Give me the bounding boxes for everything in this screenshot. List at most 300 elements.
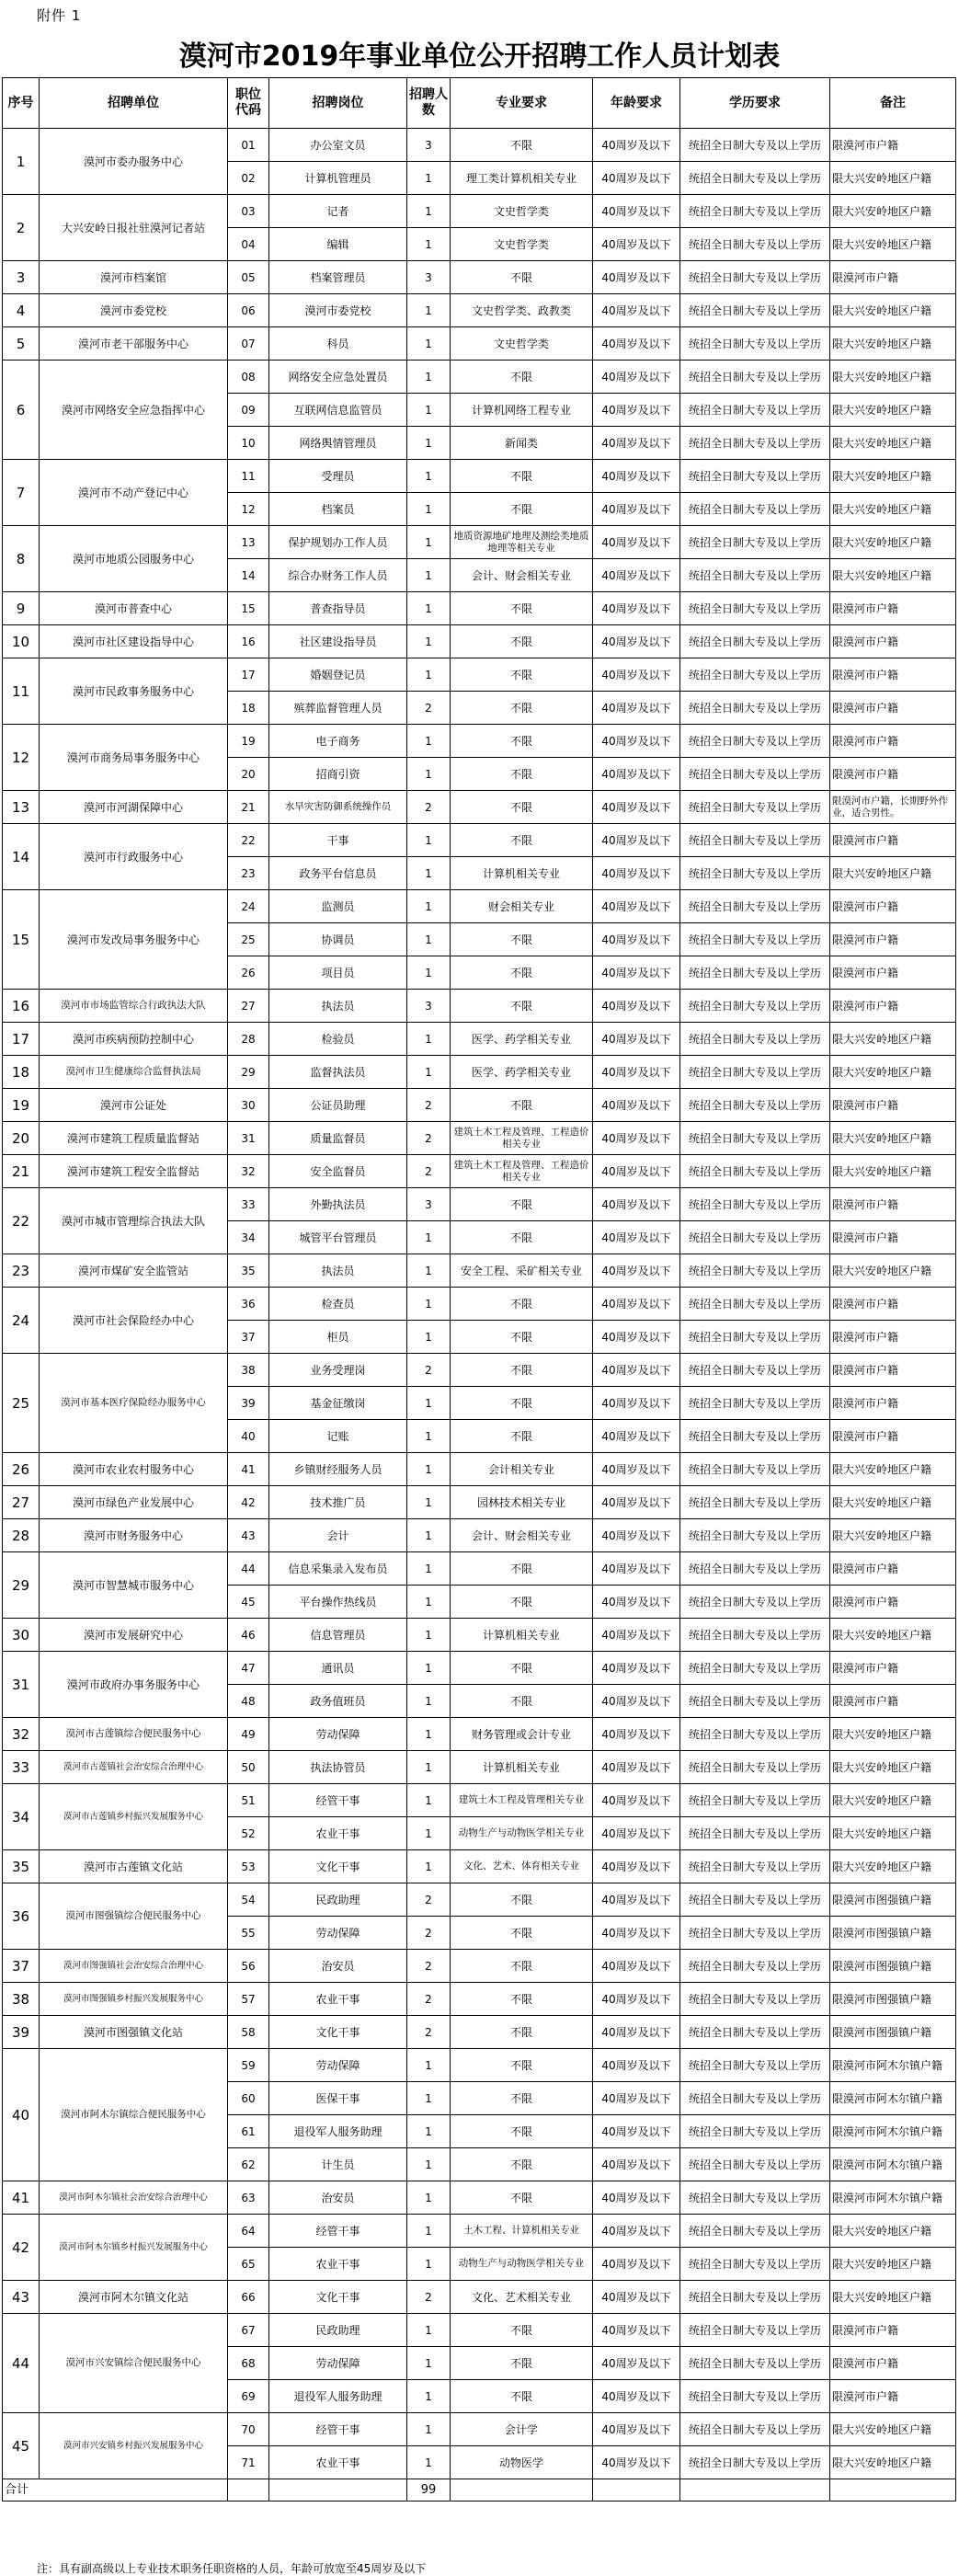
remark-cell: 限漠河市户籍 [830,1354,956,1387]
edu-cell: 统招全日制大专及以上学历 [680,2016,830,2049]
post-cell: 治安员 [269,2181,407,2215]
num-cell: 1 [407,1288,451,1321]
post-cell: 劳动保障 [269,2347,407,2380]
post-cell: 受理员 [269,460,407,493]
age-cell: 40周岁及以下 [593,294,680,327]
code-cell: 46 [228,1619,269,1652]
num-cell: 1 [407,361,451,394]
header-age: 年龄要求 [593,78,680,129]
edu-cell: 统招全日制大专及以上学历 [680,2215,830,2248]
table-row [3,1288,956,1321]
total-num: 99 [407,2479,451,2502]
post-cell: 文化干事 [269,2016,407,2049]
num-cell: 1 [407,725,451,758]
age-cell: 40周岁及以下 [593,394,680,427]
code-cell: 29 [228,1056,269,1089]
age-cell: 40周岁及以下 [593,1652,680,1685]
seq-cell: 40 [3,2049,40,2181]
num-cell: 1 [407,1221,451,1254]
edu-cell: 统招全日制大专及以上学历 [680,294,830,327]
unit-cell: 漠河市政府办事务服务中心 [40,1652,228,1718]
post-cell: 质量监督员 [269,1122,407,1155]
seq-cell: 41 [3,2181,40,2215]
edu-cell: 统招全日制大专及以上学历 [680,2049,830,2082]
num-cell: 1 [407,1718,451,1751]
remark-cell: 限漠河市户籍 [830,692,956,725]
unit-cell: 漠河市社会保险经办中心 [40,1288,228,1354]
age-cell: 40周岁及以下 [593,1023,680,1056]
remark-cell: 限漠河市户籍 [830,758,956,791]
code-cell: 37 [228,1321,269,1354]
major-cell: 不限 [451,923,593,956]
remark-cell: 限大兴安岭地区户籍 [830,361,956,394]
remark-cell: 限漠河市户籍 [830,1188,956,1221]
major-cell: 不限 [451,493,593,526]
major-cell: 不限 [451,1089,593,1122]
unit-cell: 漠河市阿木尔镇乡村振兴发展服务中心 [40,2215,228,2281]
num-cell: 3 [407,1188,451,1221]
edu-cell: 统招全日制大专及以上学历 [680,195,830,228]
num-cell: 1 [407,2380,451,2413]
edu-cell: 统招全日制大专及以上学历 [680,2115,830,2148]
major-cell: 不限 [451,1387,593,1420]
code-cell: 60 [228,2082,269,2115]
num-cell: 3 [407,261,451,294]
remark-cell: 限漠河市阿木尔镇户籍 [830,2181,956,2215]
edu-cell: 统招全日制大专及以上学历 [680,1552,830,1586]
seq-cell: 1 [3,129,40,195]
num-cell: 1 [407,758,451,791]
num-cell: 2 [407,1883,451,1917]
header-code: 职位代码 [228,78,269,129]
seq-cell: 10 [3,625,40,658]
major-cell: 建筑土木工程及管理、工程造价相关专业 [451,1155,593,1188]
remark-cell: 限漠河市户籍 [830,1089,956,1122]
num-cell: 1 [407,923,451,956]
header-post: 招聘岗位 [269,78,407,129]
post-cell: 网络安全应急处置员 [269,361,407,394]
table-row [3,1122,956,1155]
edu-cell: 统招全日制大专及以上学历 [680,1685,830,1718]
edu-cell: 统招全日制大专及以上学历 [680,923,830,956]
remark-cell: 限漠河市户籍 [830,890,956,923]
edu-cell: 统招全日制大专及以上学历 [680,327,830,361]
code-cell: 64 [228,2215,269,2248]
post-cell: 通讯员 [269,1652,407,1685]
code-cell: 34 [228,1221,269,1254]
table-row [3,1453,956,1486]
major-cell: 文史哲学类、政教类 [451,294,593,327]
post-cell: 劳动保障 [269,2049,407,2082]
post-cell: 退役军人服务助理 [269,2380,407,2413]
code-cell: 36 [228,1288,269,1321]
seq-cell: 12 [3,725,40,791]
remark-cell: 限漠河市户籍 [830,2380,956,2413]
post-cell: 协调员 [269,923,407,956]
post-cell: 档案员 [269,493,407,526]
unit-cell: 漠河市市场监管综合行政执法大队 [40,990,228,1023]
remark-cell: 限漠河市图强镇户籍 [830,1983,956,2016]
edu-cell: 统招全日制大专及以上学历 [680,559,830,592]
major-cell: 不限 [451,990,593,1023]
major-cell: 安全工程、采矿相关专业 [451,1254,593,1288]
unit-cell: 漠河市发改局事务服务中心 [40,890,228,990]
unit-cell: 漠河市不动产登记中心 [40,460,228,526]
age-cell: 40周岁及以下 [593,493,680,526]
age-cell: 40周岁及以下 [593,990,680,1023]
num-cell: 1 [407,2215,451,2248]
table-row [3,890,956,923]
code-cell: 32 [228,1155,269,1188]
num-cell: 1 [407,2082,451,2115]
edu-cell: 统招全日制大专及以上学历 [680,1917,830,1950]
code-cell: 10 [228,427,269,460]
age-cell: 40周岁及以下 [593,1486,680,1519]
edu-cell: 统招全日制大专及以上学历 [680,2347,830,2380]
post-cell: 公证员助理 [269,1089,407,1122]
num-cell: 1 [407,526,451,559]
major-cell: 不限 [451,1188,593,1221]
edu-cell: 统招全日制大专及以上学历 [680,1751,830,1784]
major-cell: 不限 [451,1883,593,1917]
num-cell: 2 [407,2281,451,2314]
unit-cell: 漠河市农业农村服务中心 [40,1453,228,1486]
num-cell: 1 [407,1056,451,1089]
post-cell: 农业干事 [269,2248,407,2281]
age-cell: 40周岁及以下 [593,261,680,294]
unit-cell: 漠河市公证处 [40,1089,228,1122]
unit-cell: 漠河市卫生健康综合监督执法局 [40,1056,228,1089]
remark-cell: 限漠河市户籍 [830,923,956,956]
major-cell: 不限 [451,361,593,394]
seq-cell: 21 [3,1155,40,1188]
post-cell: 执法协管员 [269,1751,407,1784]
edu-cell: 统招全日制大专及以上学历 [680,890,830,923]
unit-cell: 漠河市智慧城市服务中心 [40,1552,228,1619]
code-cell: 17 [228,658,269,692]
edu-cell: 统招全日制大专及以上学历 [680,1718,830,1751]
post-cell: 监督执法员 [269,1056,407,1089]
num-cell: 1 [407,1751,451,1784]
major-cell: 不限 [451,261,593,294]
post-cell: 殡葬监督管理人员 [269,692,407,725]
age-cell: 40周岁及以下 [593,1751,680,1784]
age-cell: 40周岁及以下 [593,1718,680,1751]
post-cell: 劳动保障 [269,1718,407,1751]
edu-cell: 统招全日制大专及以上学历 [680,361,830,394]
major-cell: 医学、药学相关专业 [451,1056,593,1089]
remark-cell: 限大兴安岭地区户籍 [830,427,956,460]
age-cell: 40周岁及以下 [593,1387,680,1420]
table-header-row [3,78,956,129]
remark-cell: 限大兴安岭地区户籍 [830,1751,956,1784]
post-cell: 社区建设指导员 [269,625,407,658]
edu-cell: 统招全日制大专及以上学历 [680,460,830,493]
num-cell: 1 [407,1420,451,1453]
remark-cell: 限大兴安岭地区户籍 [830,195,956,228]
table-row [3,1619,956,1652]
table-row [3,625,956,658]
remark-cell: 限漠河市户籍 [830,1586,956,1619]
age-cell: 40周岁及以下 [593,526,680,559]
code-cell: 45 [228,1586,269,1619]
edu-cell: 统招全日制大专及以上学历 [680,2082,830,2115]
table-row [3,1983,956,2016]
edu-cell: 统招全日制大专及以上学历 [680,1983,830,2016]
code-cell: 54 [228,1883,269,1917]
age-cell: 40周岁及以下 [593,2380,680,2413]
header-unit: 招聘单位 [40,78,228,129]
post-cell: 乡镇财经服务人员 [269,1453,407,1486]
edu-cell: 统招全日制大专及以上学历 [680,1155,830,1188]
seq-cell: 23 [3,1254,40,1288]
major-cell: 文化、艺术、体育相关专业 [451,1850,593,1883]
major-cell: 文史哲学类 [451,228,593,261]
edu-cell: 统招全日制大专及以上学历 [680,1519,830,1552]
post-cell: 水旱灾害防御系统操作员 [269,791,407,824]
post-cell: 互联网信息监管员 [269,394,407,427]
seq-cell: 39 [3,2016,40,2049]
total-row [3,2479,956,2502]
edu-cell: 统招全日制大专及以上学历 [680,1221,830,1254]
remark-cell: 限漠河市户籍 [830,956,956,990]
unit-cell: 漠河市建筑工程安全监督站 [40,1155,228,1188]
unit-cell: 漠河市基本医疗保险经办服务中心 [40,1354,228,1453]
age-cell: 40周岁及以下 [593,791,680,824]
age-cell: 40周岁及以下 [593,1254,680,1288]
num-cell: 1 [407,327,451,361]
seq-cell: 37 [3,1950,40,1983]
major-cell: 文化、艺术相关专业 [451,2281,593,2314]
table-row [3,1056,956,1089]
edu-cell: 统招全日制大专及以上学历 [680,261,830,294]
table-row [3,725,956,758]
code-cell: 71 [228,2446,269,2479]
edu-cell: 统招全日制大专及以上学历 [680,1354,830,1387]
table-row [3,1188,956,1221]
major-cell: 不限 [451,1917,593,1950]
age-cell: 40周岁及以下 [593,890,680,923]
code-cell: 13 [228,526,269,559]
num-cell: 2 [407,1089,451,1122]
remark-cell: 限漠河市户籍 [830,2314,956,2347]
age-cell: 40周岁及以下 [593,1453,680,1486]
edu-cell: 统招全日制大专及以上学历 [680,1453,830,1486]
total-empty-cell [228,2479,269,2502]
seq-cell: 15 [3,890,40,990]
post-cell: 民政助理 [269,1883,407,1917]
major-cell: 不限 [451,1321,593,1354]
post-cell: 网络舆情管理员 [269,427,407,460]
edu-cell: 统招全日制大专及以上学历 [680,1387,830,1420]
num-cell: 1 [407,1586,451,1619]
edu-cell: 统招全日制大专及以上学历 [680,526,830,559]
age-cell: 40周岁及以下 [593,857,680,890]
edu-cell: 统招全日制大专及以上学历 [680,956,830,990]
edu-cell: 统招全日制大专及以上学历 [680,1950,830,1983]
num-cell: 2 [407,1983,451,2016]
age-cell: 40周岁及以下 [593,2148,680,2181]
age-cell: 40周岁及以下 [593,625,680,658]
code-cell: 52 [228,1817,269,1850]
age-cell: 40周岁及以下 [593,559,680,592]
remark-cell: 限大兴安岭地区户籍 [830,1619,956,1652]
unit-cell: 漠河市图强镇综合便民服务中心 [40,1883,228,1950]
post-cell: 综合办财务工作人员 [269,559,407,592]
edu-cell: 统招全日制大专及以上学历 [680,1586,830,1619]
edu-cell: 统招全日制大专及以上学历 [680,1817,830,1850]
post-cell: 普查指导员 [269,592,407,625]
num-cell: 1 [407,1453,451,1486]
remark-cell: 限漠河市阿木尔镇户籍 [830,2148,956,2181]
remark-cell: 限大兴安岭地区户籍 [830,1718,956,1751]
major-cell: 土木工程、计算机相关专业 [451,2215,593,2248]
unit-cell: 大兴安岭日报社驻漠河记者站 [40,195,228,261]
age-cell: 40周岁及以下 [593,923,680,956]
table-row [3,1784,956,1817]
unit-cell: 漠河市煤矿安全监管站 [40,1254,228,1288]
age-cell: 40周岁及以下 [593,2016,680,2049]
edu-cell: 统招全日制大专及以上学历 [680,129,830,162]
num-cell: 1 [407,1652,451,1685]
unit-cell: 漠河市古莲镇文化站 [40,1850,228,1883]
code-cell: 40 [228,1420,269,1453]
major-cell: 会计学 [451,2413,593,2446]
age-cell: 40周岁及以下 [593,361,680,394]
age-cell: 40周岁及以下 [593,2281,680,2314]
num-cell: 1 [407,2049,451,2082]
seq-cell: 44 [3,2314,40,2413]
age-cell: 40周岁及以下 [593,2049,680,2082]
seq-cell: 14 [3,824,40,890]
remark-cell: 限大兴安岭地区户籍 [830,559,956,592]
num-cell: 1 [407,1519,451,1552]
remark-cell: 限漠河市户籍 [830,990,956,1023]
edu-cell: 统招全日制大专及以上学历 [680,625,830,658]
remark-cell: 限漠河市户籍 [830,1321,956,1354]
remark-cell: 限大兴安岭地区户籍 [830,1519,956,1552]
code-cell: 21 [228,791,269,824]
age-cell: 40周岁及以下 [593,1354,680,1387]
header-seq: 序号 [3,78,40,129]
remark-cell: 限大兴安岭地区户籍 [830,460,956,493]
post-cell: 政务平台信息员 [269,857,407,890]
table-row [3,2215,956,2248]
edu-cell: 统招全日制大专及以上学历 [680,1056,830,1089]
remark-cell: 限漠河市户籍 [830,2347,956,2380]
table-row [3,1089,956,1122]
age-cell: 40周岁及以下 [593,2248,680,2281]
code-cell: 28 [228,1023,269,1056]
code-cell: 01 [228,129,269,162]
major-cell: 不限 [451,129,593,162]
major-cell: 不限 [451,1586,593,1619]
age-cell: 40周岁及以下 [593,758,680,791]
num-cell: 2 [407,692,451,725]
seq-cell: 2 [3,195,40,261]
code-cell: 31 [228,1122,269,1155]
num-cell: 2 [407,1155,451,1188]
remark-cell: 限大兴安岭地区户籍 [830,1155,956,1188]
post-cell: 经管干事 [269,2413,407,2446]
code-cell: 63 [228,2181,269,2215]
post-cell: 文化干事 [269,1850,407,1883]
code-cell: 03 [228,195,269,228]
num-cell: 1 [407,162,451,195]
post-cell: 漠河市委党校 [269,294,407,327]
code-cell: 59 [228,2049,269,2082]
age-cell: 40周岁及以下 [593,725,680,758]
unit-cell: 漠河市疾病预防控制中心 [40,1023,228,1056]
major-cell: 建筑土木工程及管理相关专业 [451,1784,593,1817]
unit-cell: 漠河市绿色产业发展中心 [40,1486,228,1519]
code-cell: 08 [228,361,269,394]
table-row [3,1254,956,1288]
edu-cell: 统招全日制大专及以上学历 [680,1122,830,1155]
edu-cell: 统招全日制大专及以上学历 [680,2281,830,2314]
edu-cell: 统招全日制大专及以上学历 [680,1254,830,1288]
edu-cell: 统招全日制大专及以上学历 [680,990,830,1023]
edu-cell: 统招全日制大专及以上学历 [680,2248,830,2281]
table-body [3,129,956,2479]
header-edu: 学历要求 [680,78,830,129]
remark-cell: 限大兴安岭地区户籍 [830,294,956,327]
major-cell: 财会相关专业 [451,890,593,923]
edu-cell: 统招全日制大专及以上学历 [680,1321,830,1354]
seq-cell: 30 [3,1619,40,1652]
post-cell: 执法员 [269,1254,407,1288]
num-cell: 1 [407,1486,451,1519]
edu-cell: 统招全日制大专及以上学历 [680,1023,830,1056]
seq-cell: 7 [3,460,40,526]
num-cell: 3 [407,990,451,1023]
code-cell: 67 [228,2314,269,2347]
post-cell: 检验员 [269,1023,407,1056]
code-cell: 66 [228,2281,269,2314]
code-cell: 43 [228,1519,269,1552]
edu-cell: 统招全日制大专及以上学历 [680,692,830,725]
num-cell: 1 [407,195,451,228]
code-cell: 58 [228,2016,269,2049]
unit-cell: 漠河市民政事务服务中心 [40,658,228,725]
edu-cell: 统招全日制大专及以上学历 [680,658,830,692]
age-cell: 40周岁及以下 [593,2082,680,2115]
remark-cell: 限大兴安岭地区户籍 [830,327,956,361]
edu-cell: 统招全日制大专及以上学历 [680,493,830,526]
edu-cell: 统招全日制大专及以上学历 [680,2446,830,2479]
table-row [3,129,956,162]
num-cell: 1 [407,2148,451,2181]
recruitment-plan-table [2,77,956,2502]
seq-cell: 35 [3,1850,40,1883]
major-cell: 不限 [451,460,593,493]
footnote: 注：具有副高级以上专业技术职务任职资格的人员，年龄可放宽至45周岁及以下 [37,2562,427,2575]
remark-cell: 限漠河市图强镇户籍 [830,1950,956,1983]
unit-cell: 漠河市河湖保障中心 [40,791,228,824]
seq-cell: 38 [3,1983,40,2016]
edu-cell: 统招全日制大专及以上学历 [680,2380,830,2413]
remark-cell: 限大兴安岭地区户籍 [830,1784,956,1817]
age-cell: 40周岁及以下 [593,1586,680,1619]
age-cell: 40周岁及以下 [593,1420,680,1453]
total-empty-cell [451,2479,593,2502]
remark-cell: 限大兴安岭地区户籍 [830,1254,956,1288]
post-cell: 办公室文员 [269,129,407,162]
age-cell: 40周岁及以下 [593,2215,680,2248]
remark-cell: 限漠河市阿木尔镇户籍 [830,2115,956,2148]
age-cell: 40周岁及以下 [593,427,680,460]
major-cell: 不限 [451,2049,593,2082]
